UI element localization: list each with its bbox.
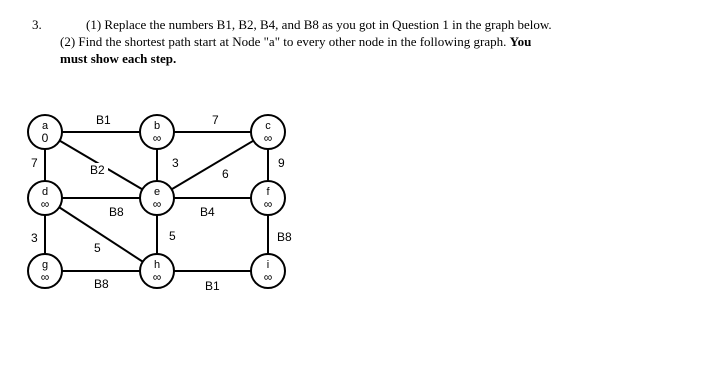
node-label-e: e [153, 186, 161, 198]
question-number: 3. [32, 17, 42, 32]
instruction-line-2-text: (2) Find the shortest path start at Node "a" to every other node in the following graph. [60, 34, 507, 49]
node-h [140, 254, 174, 288]
instruction-line-2-bold: You [509, 34, 532, 49]
node-distance-i: ∞ [263, 270, 273, 284]
node-label-b: b [153, 120, 161, 132]
node-d [28, 181, 62, 215]
node-g [28, 254, 62, 288]
node-distance-d: ∞ [40, 197, 50, 211]
node-b [140, 115, 174, 149]
edge-weight-g-h: B8 [94, 277, 109, 291]
node-label-h: h [153, 259, 161, 271]
instruction-line-3: must show each step. [60, 51, 177, 66]
node-label-g: g [41, 259, 49, 271]
edge-weight-f-i: B8 [277, 230, 292, 244]
node-distance-f: ∞ [263, 197, 273, 211]
edge-weight-d-e: B8 [109, 205, 124, 219]
edge-weight-c-f: 9 [278, 156, 285, 170]
node-label-f: f [266, 186, 270, 198]
node-distance-a: 0 [41, 131, 49, 145]
edge-d-h [45, 198, 157, 271]
edge-weight-a-e: B2 [90, 163, 105, 177]
node-i [251, 254, 285, 288]
edge-weight-a-b: B1 [96, 113, 111, 127]
node-distance-b: ∞ [152, 131, 162, 145]
instruction-line-1: (1) Replace the numbers B1, B2, B4, and B8 as you got in Question 1 in the graph below. [86, 17, 552, 32]
edge-weight-e-f: B4 [200, 205, 215, 219]
node-c [251, 115, 285, 149]
edge-weight-e-h: 5 [169, 229, 176, 243]
node-label-a: a [41, 120, 49, 132]
node-distance-c: ∞ [263, 131, 273, 145]
node-distance-e: ∞ [152, 197, 162, 211]
node-label-i: i [266, 259, 270, 271]
node-distance-h: ∞ [152, 270, 162, 284]
node-label-c: c [265, 120, 271, 132]
node-a [28, 115, 62, 149]
edge-weight-a-d: 7 [31, 156, 38, 170]
edge-weight-c-e: 6 [222, 167, 229, 181]
edge-weight-d-g: 3 [31, 231, 38, 245]
edge-weight-b-c: 7 [212, 113, 219, 127]
edge-weight-h-i: B1 [205, 279, 220, 293]
node-e [140, 181, 174, 215]
node-label-d: d [41, 186, 49, 198]
node-distance-g: ∞ [40, 270, 50, 284]
edge-weight-b-e: 3 [172, 156, 179, 170]
node-f [251, 181, 285, 215]
edge-weight-d-h: 5 [94, 241, 101, 255]
